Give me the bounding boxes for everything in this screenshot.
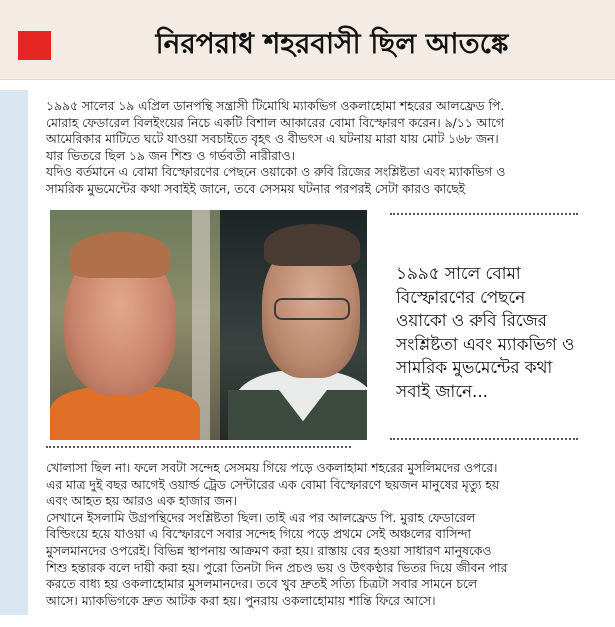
pull-quote-line: ১৯৯৫ সালে বোমা [396, 263, 521, 283]
glasses-icon [274, 298, 350, 320]
pull-quote-line: সংশ্লিষ্টতা এবং ম্যাকভিগ ও [396, 333, 575, 354]
article-line: ১৯৯৫ সালের ১৯ এপ্রিল ডানপন্থি সন্ত্রাসী টিমোথি ম্যাকভিগ ওকলাহোমা শহরের আলফ্রেড পি. [46, 99, 505, 113]
dotted-divider [390, 438, 578, 440]
article-line: যার ভিতরে ছিল ১৯ জন শিশু ও গর্ভবতী নারীরাও। [46, 148, 295, 163]
article-intro [46, 98, 596, 198]
article-line: মোরাহ ফেডারেল বিলইংয়ের নিচে একটি বিশাল আকারের বোমা বিস্ফোরণ করেন। ৯/১১ আগে [46, 115, 504, 130]
article-continued [46, 460, 598, 609]
article-line: সামরিক মুভমেন্টের কথা সবাইই জানে, তবে সেসময় ঘটনার পরপরই সেটা কারও কাছেই [46, 181, 465, 196]
right-person-hair [264, 224, 360, 266]
article-line: সেখানে ইসলামি উগ্রপন্থিদের সংশ্লিষ্টতা ছিল। তাই এর পর আলফ্রেড পি. মুরাহ ফেডারেল [46, 510, 476, 525]
article-line: যদিও বর্তমানে এ বোমা বিস্ফোরণের পেছনে ওয়াকো ও রুবি রিজের সংশ্লিষ্টতা এবং ম্যাকভিগ ও [46, 165, 506, 180]
pull-quote-line: বিস্ফোরণের পেছনে [396, 286, 526, 307]
pull-quote-line: সবাই জানে... [396, 380, 488, 401]
dotted-divider [390, 213, 578, 215]
article-line: আমেরিকার মাটিতে ঘটে যাওয়া সবচাইতে বৃহৎ ও বীভৎস এ ঘটনায় মারা যায় মোট ১৬৮ জন। [46, 132, 499, 147]
article-line: এবং আহত হয় আরও এক হাজার জন। [46, 494, 237, 509]
pull-quote-line: সামরিক মুভমেন্টের কথা [396, 357, 553, 377]
article-line: বিল্ডিংয়ে হয়ে যাওয়া এ বিস্ফোরণে সবার সন্দেহ গিয়ে পড়ে প্রথমে সেই অঞ্চলের বাসিন্দা [46, 527, 471, 542]
article-line: খোলাসা ছিল না। ফলে সবটা সন্দেহ সেসময় গিয়ে পড়ে ওকলাহামা শহরের মুসলিমদের ওপরে। [46, 461, 498, 475]
dotted-divider [46, 446, 351, 448]
left-person-hair [70, 232, 170, 278]
left-accent-bar [0, 90, 28, 615]
headline-banner [0, 0, 615, 80]
article-line: শিশু হন্তারক বলে দায়ী করা হয়। পুরো তিনটা দিন প্রচণ্ড ভয় ও উৎকণ্ঠার ভিতর দিয়ে জীবন পার [46, 560, 508, 575]
pull-quote-line: ওয়াকো ও রুবি রিজের [396, 310, 547, 330]
article-line: আসে। ম্যাকভিগকে দ্রুত আটক করা হয়। পুনরায় ওকলাহোমায় শান্তি ফিরে আসে। [46, 593, 436, 608]
pull-quote [396, 262, 596, 403]
headline: নিরপরাধ শহরবাসী ছিল আতঙ্কে [155, 27, 509, 60]
red-square-marker [18, 31, 51, 60]
article-line: করতে বাধ্য হয় ওকলাহোমার মুসলমানদের। তবে খুব দ্রুতই সত্যি চিত্রটা সবার সামনে চলে [46, 577, 478, 592]
article-line: মুসলমানদের ওপরেই। বিভিন্ন স্থাপনায় আক্রমণ করা হয়। রাস্তায় বের হওয়া সাধারণ মানুষকেও [46, 543, 492, 558]
news-photo [50, 210, 367, 440]
article-line: এর মাত্র দুই বছর আগেই ওয়ার্ল্ড ট্রেড সেন্টারের এক বোমা বিস্ফোরণে ছয়জন মানুষের মৃত্যু হয় [46, 477, 500, 492]
